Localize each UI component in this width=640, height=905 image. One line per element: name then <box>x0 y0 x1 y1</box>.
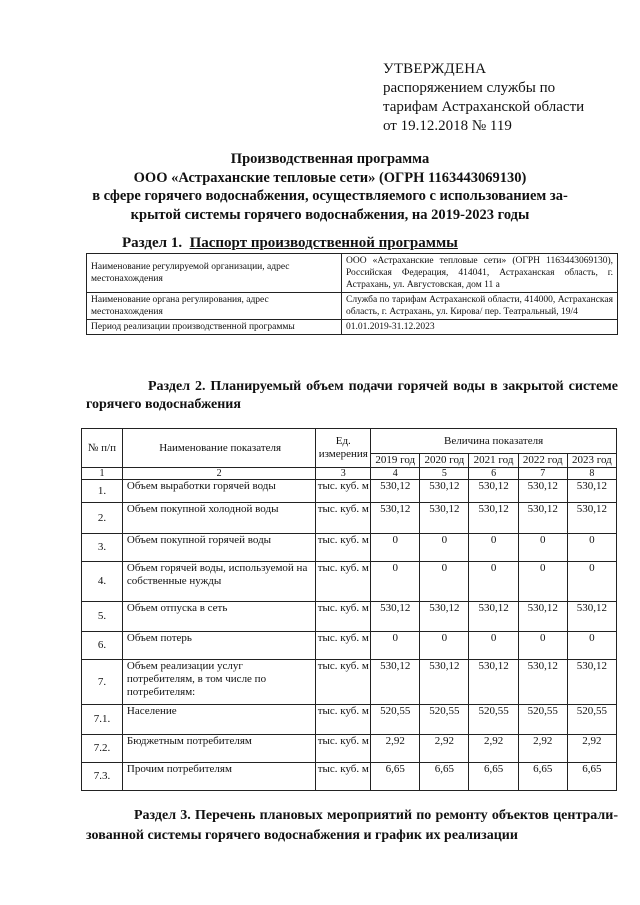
row-value: 6,65 <box>518 763 567 791</box>
row-number: 3. <box>82 534 123 562</box>
section-1-heading <box>122 235 458 252</box>
row-value: 530,12 <box>371 480 420 503</box>
section-3-line-1: Раздел 3. Перечень плановых мероприятий по ремонту объектов централи- <box>134 808 618 823</box>
index-cell: 3 <box>316 468 371 480</box>
header-year: 2021 год <box>469 454 518 468</box>
row-number: 5. <box>82 602 123 632</box>
row-unit: тыс. куб. м <box>316 602 371 632</box>
row-name: Объем покупной горячей воды <box>122 534 315 562</box>
row-value: 530,12 <box>420 480 469 503</box>
section-3-heading <box>86 806 618 846</box>
approval-line-3: тарифам Астраханской области <box>383 99 585 115</box>
index-cell: 7 <box>518 468 567 480</box>
index-cell: 2 <box>122 468 315 480</box>
header-value-group: Величина показателя <box>371 429 617 454</box>
row-value: 0 <box>567 562 616 602</box>
section-3-line-2: зованной системы горячего водоснабжения и график их реализации <box>86 828 518 843</box>
row-unit: тыс. куб. м <box>316 480 371 503</box>
row-name: Объем реализации услуг потребителям, в том числе по потребителям: <box>122 660 315 705</box>
row-value: 530,12 <box>469 660 518 705</box>
row-value: 6,65 <box>567 763 616 791</box>
approval-stamp <box>383 60 584 136</box>
approval-line-4: от 19.12.2018 № 119 <box>383 118 512 134</box>
row-name: Прочим потребителям <box>122 763 315 791</box>
row-number: 7.3. <box>82 763 123 791</box>
row-value: 0 <box>371 534 420 562</box>
row-value: 530,12 <box>469 602 518 632</box>
row-value: 6,65 <box>469 763 518 791</box>
row-value: 2,92 <box>469 735 518 763</box>
passport-label: Период реализации производственной программы <box>87 320 342 335</box>
row-value: 0 <box>371 632 420 660</box>
row-value: 0 <box>518 562 567 602</box>
table-row <box>82 503 617 534</box>
section-2-line-1: Раздел 2. Планируемый объем подачи горячей воды в закрытой системе <box>148 379 618 394</box>
row-unit: тыс. куб. м <box>316 705 371 735</box>
row-value: 0 <box>420 562 469 602</box>
approval-heading: УТВЕРЖДЕНА <box>383 61 487 77</box>
row-name: Объем отпуска в сеть <box>122 602 315 632</box>
row-name: Население <box>122 705 315 735</box>
row-value: 530,12 <box>567 480 616 503</box>
row-value: 520,55 <box>567 705 616 735</box>
volume-table-body <box>82 480 617 791</box>
section-2-heading <box>86 378 618 414</box>
approval-line-2: распоряжением службы по <box>383 80 556 96</box>
row-value: 530,12 <box>420 503 469 534</box>
title-line-2: ООО «Астраханские тепловые сети» (ОГРН 1163443069130) <box>133 169 527 186</box>
row-unit: тыс. куб. м <box>316 632 371 660</box>
row-value: 530,12 <box>371 602 420 632</box>
row-name: Объем выработки горячей воды <box>122 480 315 503</box>
row-value: 530,12 <box>371 503 420 534</box>
row-number: 1. <box>82 480 123 503</box>
table-row <box>82 763 617 791</box>
row-value: 530,12 <box>518 503 567 534</box>
row-value: 0 <box>567 534 616 562</box>
header-year: 2022 год <box>518 454 567 468</box>
row-number: 2. <box>82 503 123 534</box>
table-index-row <box>82 468 617 480</box>
row-unit: тыс. куб. м <box>316 735 371 763</box>
title-line-3: в сфере горячего водоснабжения, осуществляемого с использованием за- <box>92 188 568 204</box>
header-name: Наименование показателя <box>122 429 315 468</box>
index-cell: 4 <box>371 468 420 480</box>
row-value: 530,12 <box>469 480 518 503</box>
index-cell: 1 <box>82 468 123 480</box>
title-line-4: крытой системы горячего водоснабжения, на 2019-2023 годы <box>130 206 530 223</box>
row-value: 0 <box>469 632 518 660</box>
row-value: 530,12 <box>469 503 518 534</box>
row-value: 530,12 <box>371 660 420 705</box>
row-value: 520,55 <box>371 705 420 735</box>
title-line-1: Производственная программа <box>230 151 430 167</box>
row-number: 7. <box>82 660 123 705</box>
row-value: 6,65 <box>371 763 420 791</box>
row-value: 0 <box>567 632 616 660</box>
row-value: 0 <box>518 632 567 660</box>
row-value: 530,12 <box>567 602 616 632</box>
index-cell: 5 <box>420 468 469 480</box>
row-value: 530,12 <box>518 602 567 632</box>
row-value: 530,12 <box>567 503 616 534</box>
row-value: 520,55 <box>469 705 518 735</box>
header-unit: Ед. измерения <box>316 429 371 468</box>
passport-row <box>87 254 618 293</box>
passport-value: ООО «Астраханские тепловые сети» (ОГРН 1163443069130), Российская Федерация, 414041, Астраханская область, г. Астрахань, ул. Августовская, дом 11 а <box>342 254 618 293</box>
row-name: Бюджетным потребителям <box>122 735 315 763</box>
table-row <box>82 602 617 632</box>
row-value: 2,92 <box>371 735 420 763</box>
row-number: 6. <box>82 632 123 660</box>
row-unit: тыс. куб. м <box>316 763 371 791</box>
row-name: Объем горячей воды, используемой на собственные нужды <box>122 562 315 602</box>
row-value: 0 <box>371 562 420 602</box>
row-value: 0 <box>420 632 469 660</box>
header-year: 2020 год <box>420 454 469 468</box>
table-row <box>82 660 617 705</box>
document-title <box>60 150 600 224</box>
row-value: 530,12 <box>567 660 616 705</box>
row-value: 0 <box>469 534 518 562</box>
row-unit: тыс. куб. м <box>316 562 371 602</box>
table-row <box>82 705 617 735</box>
row-value: 530,12 <box>420 660 469 705</box>
header-num: № п/п <box>82 429 123 468</box>
passport-row <box>87 293 618 320</box>
passport-row <box>87 320 618 335</box>
index-cell: 8 <box>567 468 616 480</box>
index-cell: 6 <box>469 468 518 480</box>
row-unit: тыс. куб. м <box>316 503 371 534</box>
row-value: 2,92 <box>420 735 469 763</box>
row-value: 520,55 <box>518 705 567 735</box>
volume-table <box>81 428 617 791</box>
row-name: Объем потерь <box>122 632 315 660</box>
row-value: 520,55 <box>420 705 469 735</box>
row-unit: тыс. куб. м <box>316 534 371 562</box>
section-1-prefix: Раздел 1. <box>122 235 183 251</box>
row-value: 2,92 <box>518 735 567 763</box>
header-year: 2023 год <box>567 454 616 468</box>
passport-label: Наименование регулируемой организации, адрес местонахождения <box>87 254 342 293</box>
row-value: 0 <box>518 534 567 562</box>
section-1-title: Паспорт производственной программы <box>189 235 458 251</box>
table-row <box>82 480 617 503</box>
row-unit: тыс. куб. м <box>316 660 371 705</box>
row-value: 530,12 <box>518 480 567 503</box>
row-number: 7.1. <box>82 705 123 735</box>
table-header-row <box>82 429 617 454</box>
row-value: 6,65 <box>420 763 469 791</box>
table-row <box>82 534 617 562</box>
row-number: 4. <box>82 562 123 602</box>
passport-label: Наименование органа регулирования, адрес местонахождения <box>87 293 342 320</box>
row-value: 530,12 <box>420 602 469 632</box>
row-number: 7.2. <box>82 735 123 763</box>
row-value: 530,12 <box>518 660 567 705</box>
passport-table <box>86 253 618 335</box>
row-value: 0 <box>469 562 518 602</box>
table-row <box>82 632 617 660</box>
table-row <box>82 735 617 763</box>
row-value: 2,92 <box>567 735 616 763</box>
header-year: 2019 год <box>371 454 420 468</box>
passport-value: Служба по тарифам Астраханской области, 414000, Астраханская область, г. Астрахань, ул. Кирова/ пер. Театральный, 19/4 <box>342 293 618 320</box>
row-name: Объем покупной холодной воды <box>122 503 315 534</box>
row-value: 0 <box>420 534 469 562</box>
passport-value: 01.01.2019-31.12.2023 <box>342 320 618 335</box>
table-row <box>82 562 617 602</box>
section-2-line-2: горячего водоснабжения <box>86 397 241 412</box>
